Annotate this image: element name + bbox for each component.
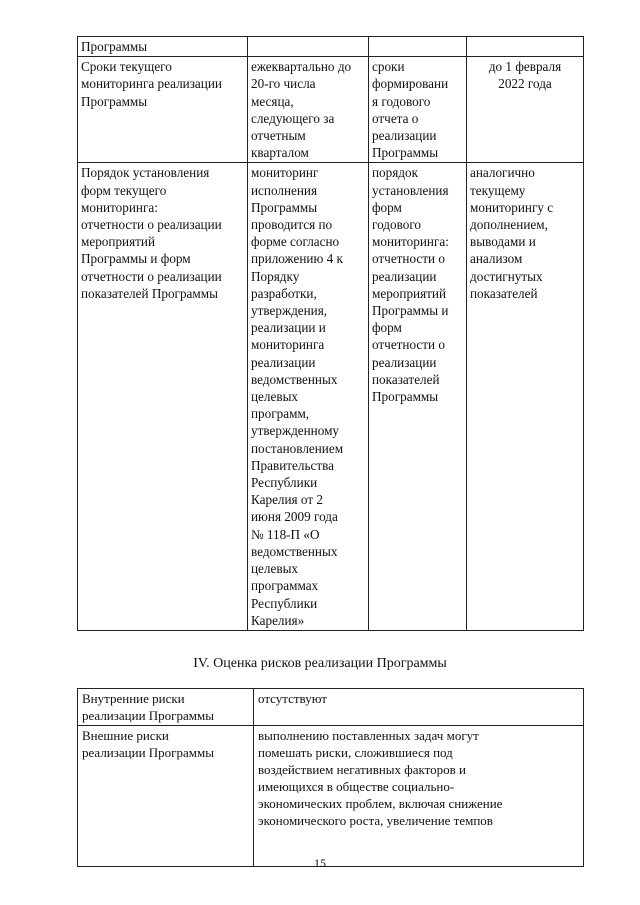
table-cell: порядок установления форм годового мониторинга: отчетности о реализации мероприятий Программы и форм отчетности о реализации показателей Программы [369, 163, 467, 630]
table-cell: сроки формировани я годового отчета о реализации Программы [369, 57, 467, 163]
table-cell [248, 37, 369, 57]
table-cell: ежеквартально до 20-го числа месяца, следующего за отчетным кварталом [248, 57, 369, 163]
table-cell: отсутствуют [254, 689, 584, 726]
table-cell: Внутренние риски реализации Программы [78, 689, 254, 726]
table-cell: Внешние риски реализации Программы [78, 726, 254, 867]
table-cell: мониторинг исполнения Программы проводится по форме согласно приложению 4 к Порядку разработки, утверждения, реализации и мониторинга реализации ведомственных целевых программ, утвержденному постановлением Правительства Республики Карелия от 2 июня 2009 года № 118-П «О ведомственных целевых программах Республики Карелия» [248, 163, 369, 630]
table-cell: Программы [78, 37, 248, 57]
table-cell: аналогично текущему мониторингу с дополнением, выводами и анализом достигнутых показателей [467, 163, 584, 630]
cell-text: выполнению поставленных задач могут помешать риски, сложившиеся под воздействием негативных факторов и имеющихся в обществе социально- экономических проблем, включая снижение экономического роста, увеличение темпов [258, 728, 503, 828]
table-cell: Сроки текущего мониторинга реализации Программы [78, 57, 248, 163]
table-row [78, 726, 584, 867]
page-number: 15 [314, 856, 326, 870]
table-cell [369, 37, 467, 57]
table-cell [254, 726, 584, 867]
table-cell [467, 37, 584, 57]
table-row [78, 689, 584, 726]
risks-table [77, 688, 584, 867]
table-row [78, 57, 584, 163]
table-row [78, 163, 584, 630]
section-heading: IV. Оценка рисков реализации Программы [193, 656, 447, 671]
monitoring-table [77, 36, 584, 631]
table-cell: Порядок установления форм текущего мониторинга: отчетности о реализации мероприятий Программы и форм отчетности о реализации показателей Программы [78, 163, 248, 630]
table-cell: до 1 февраля 2022 года [467, 57, 584, 163]
table-row [78, 37, 584, 57]
